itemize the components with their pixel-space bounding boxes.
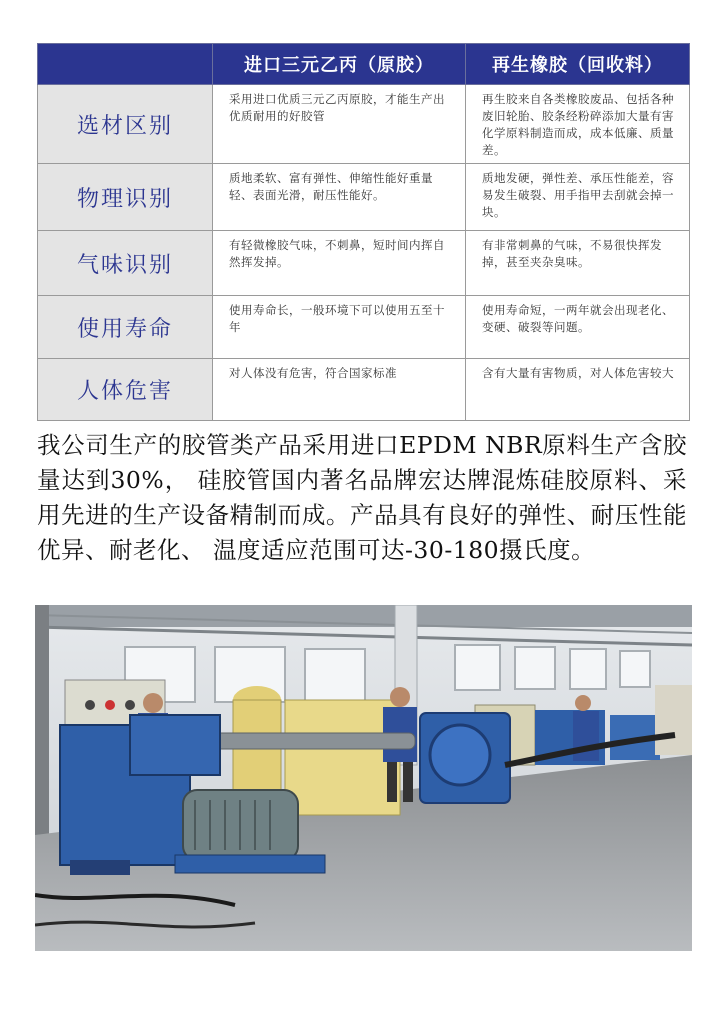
recycled-cell: 使用寿命短，一两年就会出现老化、变硬、破裂等问题。 [466,296,690,359]
recycled-cell: 质地发硬，弹性差、承压性能差，容易发生破裂、用手指甲去刮就会掉一块。 [466,164,690,231]
table-row [38,164,690,231]
row-label: 气味识别 [38,231,213,296]
epdm-cell: 使用寿命长，一般环境下可以使用五至十年 [213,296,466,359]
table-row [38,359,690,421]
recycled-cell: 有非常刺鼻的气味，不易很快挥发掉，甚至夹杂臭味。 [466,231,690,296]
epdm-cell: 质地柔软、富有弹性、伸缩性能好重量轻、表面光滑，耐压性能好。 [213,164,466,231]
row-label: 人体危害 [38,359,213,421]
row-label: 选材区别 [38,85,213,164]
factory-photo [35,605,692,951]
table-header-row [38,44,690,85]
table-row [38,296,690,359]
epdm-cell: 有轻微橡胶气味，不刺鼻，短时间内挥自然挥发掉。 [213,231,466,296]
recycled-cell: 再生胶来自各类橡胶废品、包括各种废旧轮胎、胶条经粉碎添加大量有害化学原料制造而成，成本低廉、质量差。 [466,85,690,164]
table-row [38,231,690,296]
row-label: 物理识别 [38,164,213,231]
epdm-cell: 对人体没有危害，符合国家标准 [213,359,466,421]
comparison-table [37,43,690,421]
header-empty [38,44,213,85]
epdm-cell: 采用进口优质三元乙丙原胶，才能生产出优质耐用的好胶管 [213,85,466,164]
table-row [38,85,690,164]
company-description: 我公司生产的胶管类产品采用进口EPDM NBR原料生产含胶量达到30%， 硅胶管国内著名品牌宏达牌混炼硅胶原料、采用先进的生产设备精制而成。产品具有良好的弹性、耐压性能优异、耐老化、 温度适应范围可达-30-180摄氏度。 [37,431,687,564]
header-epdm: 进口三元乙丙（原胶） [213,44,466,85]
header-recycled: 再生橡胶（回收料） [466,44,690,85]
recycled-cell: 含有大量有害物质，对人体危害较大 [466,359,690,421]
row-label: 使用寿命 [38,296,213,359]
